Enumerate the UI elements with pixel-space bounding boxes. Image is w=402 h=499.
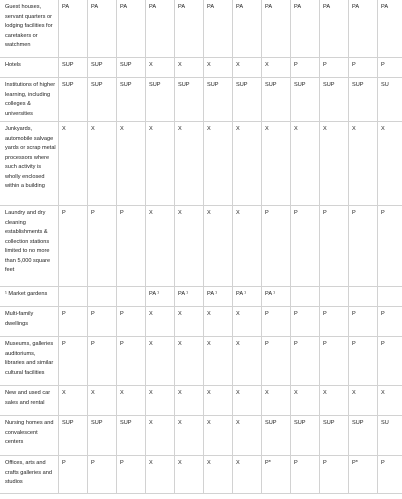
use-label: Laundry and dry cleaning establishments & collection stations limited to no more than 5,000 square feet xyxy=(0,206,59,287)
permission-cell: PA xyxy=(117,0,146,58)
permission-cell: P xyxy=(349,58,378,78)
permission-cell: PA xyxy=(262,0,291,58)
permission-cell: SUP xyxy=(59,58,88,78)
permission-cell xyxy=(291,287,320,307)
permission-cell: X xyxy=(175,58,204,78)
permission-cell: SU xyxy=(378,416,402,456)
permission-cell: SU xyxy=(378,78,402,122)
permission-cell: PA xyxy=(233,0,262,58)
permission-cell: X xyxy=(175,206,204,287)
permission-cell: X xyxy=(291,122,320,206)
permission-cell: SUP xyxy=(117,58,146,78)
permission-cell: PA xyxy=(320,0,349,58)
use-label: New and used car sales and rental xyxy=(0,386,59,416)
permission-cell: P xyxy=(378,58,402,78)
permission-cell: P xyxy=(378,307,402,337)
permission-cell: X xyxy=(175,122,204,206)
permission-cell: X xyxy=(233,58,262,78)
permission-cell: X xyxy=(204,307,233,337)
permission-cell: SUP xyxy=(88,416,117,456)
permission-cell: P xyxy=(320,58,349,78)
permission-cell: P* xyxy=(349,456,378,494)
table-row xyxy=(0,287,402,307)
permission-cell: X xyxy=(204,416,233,456)
permission-cell: X xyxy=(175,416,204,456)
use-label: ¹ Market gardens xyxy=(0,287,59,307)
permission-cell: X xyxy=(291,386,320,416)
permission-cell: X xyxy=(204,122,233,206)
permission-cell: X xyxy=(146,416,175,456)
permission-cell: SUP xyxy=(320,78,349,122)
permission-cell: SUP xyxy=(204,78,233,122)
permission-cell: X xyxy=(146,456,175,494)
permission-cell xyxy=(349,287,378,307)
permission-cell: SUP xyxy=(262,416,291,456)
permission-cell: X xyxy=(233,206,262,287)
permission-cell: SUP xyxy=(291,416,320,456)
use-label: Hotels xyxy=(0,58,59,78)
permission-cell: X xyxy=(204,206,233,287)
permission-cell: X xyxy=(320,122,349,206)
permission-cell: X xyxy=(117,122,146,206)
permission-cell: P xyxy=(291,307,320,337)
permission-cell: X xyxy=(262,386,291,416)
permission-cell: P xyxy=(117,456,146,494)
permission-cell: PA xyxy=(146,0,175,58)
permission-cell xyxy=(59,287,88,307)
permission-cell: SUP xyxy=(88,78,117,122)
permission-cell: X xyxy=(233,307,262,337)
permission-cell xyxy=(117,287,146,307)
permission-cell: P xyxy=(59,337,88,386)
use-label: Museums, galleries auditoriums, libraries and similar cultural facilities xyxy=(0,337,59,386)
permission-cell: PA xyxy=(204,0,233,58)
permission-cell: P xyxy=(291,206,320,287)
permission-cell: P xyxy=(88,456,117,494)
table-row xyxy=(0,416,402,456)
permission-cell: P xyxy=(291,456,320,494)
permission-cell: X xyxy=(320,386,349,416)
permission-cell: SUP xyxy=(59,416,88,456)
permission-cell: P xyxy=(88,206,117,287)
permission-cell: X xyxy=(233,416,262,456)
permission-cell: P xyxy=(378,456,402,494)
permission-cell: PA ¹ xyxy=(262,287,291,307)
permission-cell: P xyxy=(59,307,88,337)
permission-cell: X xyxy=(146,337,175,386)
permission-cell: PA xyxy=(378,0,402,58)
permission-cell: P xyxy=(262,206,291,287)
use-label: Nursing homes and convalescent centers xyxy=(0,416,59,456)
permission-cell: SUP xyxy=(117,78,146,122)
permission-cell: PA xyxy=(291,0,320,58)
permission-cell: P xyxy=(88,307,117,337)
use-label: Offices, arts and crafts galleries and studios xyxy=(0,456,59,494)
use-label: Multi-family dwellings xyxy=(0,307,59,337)
permission-cell: P xyxy=(117,307,146,337)
table-row xyxy=(0,122,402,206)
permission-cell: PA ¹ xyxy=(233,287,262,307)
permission-cell: P xyxy=(88,337,117,386)
permission-cell: SUP xyxy=(146,78,175,122)
permission-cell: SUP xyxy=(59,78,88,122)
permission-cell: P xyxy=(320,206,349,287)
table-row xyxy=(0,58,402,78)
permission-cell: X xyxy=(175,337,204,386)
table-row xyxy=(0,0,402,58)
permission-cell: P xyxy=(378,337,402,386)
permission-cell: X xyxy=(204,386,233,416)
table-row xyxy=(0,307,402,337)
use-label: Junkyards, automobile salvage yards or scrap metal processors where such activity is wholly enclosed within a building xyxy=(0,122,59,206)
permission-cell: X xyxy=(146,58,175,78)
permission-cell: X xyxy=(59,122,88,206)
permission-cell xyxy=(88,287,117,307)
permission-cell: X xyxy=(349,386,378,416)
use-label: Institutions of higher learning, including colleges & universities xyxy=(0,78,59,122)
permission-cell: P xyxy=(117,206,146,287)
permission-cell: P xyxy=(117,337,146,386)
permission-cell: PA ¹ xyxy=(146,287,175,307)
permission-cell: SUP xyxy=(349,78,378,122)
table-row xyxy=(0,337,402,386)
permission-cell: X xyxy=(146,307,175,337)
permission-cell: P xyxy=(349,206,378,287)
table-row xyxy=(0,456,402,494)
permission-cell: X xyxy=(262,58,291,78)
permission-cell: PA xyxy=(349,0,378,58)
table-row xyxy=(0,386,402,416)
use-label: Guest houses, servant quarters or lodging facilities for caretakers or watchmen xyxy=(0,0,59,58)
permission-cell: PA ¹ xyxy=(204,287,233,307)
permission-cell: X xyxy=(204,456,233,494)
permission-cell: P xyxy=(320,307,349,337)
permission-cell: X xyxy=(59,386,88,416)
permission-cell: X xyxy=(378,122,402,206)
permission-cell: X xyxy=(378,386,402,416)
permission-cell: P xyxy=(291,337,320,386)
permission-cell: X xyxy=(175,307,204,337)
permission-cell: X xyxy=(349,122,378,206)
permission-cell: X xyxy=(233,456,262,494)
permission-cell: P xyxy=(320,456,349,494)
permission-cell: P xyxy=(59,456,88,494)
permission-cell: X xyxy=(88,386,117,416)
permission-cell: PA ¹ xyxy=(175,287,204,307)
permission-cell: X xyxy=(233,337,262,386)
permission-cell: P xyxy=(349,337,378,386)
permission-cell: SUP xyxy=(117,416,146,456)
permission-cell: SUP xyxy=(349,416,378,456)
permission-cell: X xyxy=(88,122,117,206)
permission-cell: P xyxy=(262,307,291,337)
permission-cell: X xyxy=(233,122,262,206)
permission-cell: SUP xyxy=(88,58,117,78)
permission-cell: X xyxy=(146,386,175,416)
permission-cell: X xyxy=(175,386,204,416)
permission-cell: PA xyxy=(175,0,204,58)
permission-cell: P xyxy=(262,337,291,386)
permission-cell: SUP xyxy=(320,416,349,456)
permission-cell: P xyxy=(59,206,88,287)
permission-cell: P xyxy=(320,337,349,386)
permission-cell: X xyxy=(204,58,233,78)
permission-cell: X xyxy=(146,206,175,287)
permission-cell: X xyxy=(204,337,233,386)
permission-cell xyxy=(378,287,402,307)
permission-cell: X xyxy=(146,122,175,206)
permission-cell: P xyxy=(378,206,402,287)
permission-cell: PA xyxy=(88,0,117,58)
permission-cell: SUP xyxy=(175,78,204,122)
permission-cell: P* xyxy=(262,456,291,494)
permission-cell: X xyxy=(233,386,262,416)
table-row xyxy=(0,78,402,122)
permission-cell xyxy=(320,287,349,307)
permission-cell: SUP xyxy=(291,78,320,122)
permission-cell: X xyxy=(262,122,291,206)
table-row xyxy=(0,206,402,287)
permission-cell: PA xyxy=(59,0,88,58)
permission-cell: X xyxy=(117,386,146,416)
permission-cell: SUP xyxy=(262,78,291,122)
permission-cell: P xyxy=(349,307,378,337)
permission-cell: P xyxy=(291,58,320,78)
permission-cell: X xyxy=(175,456,204,494)
permission-cell: SUP xyxy=(233,78,262,122)
